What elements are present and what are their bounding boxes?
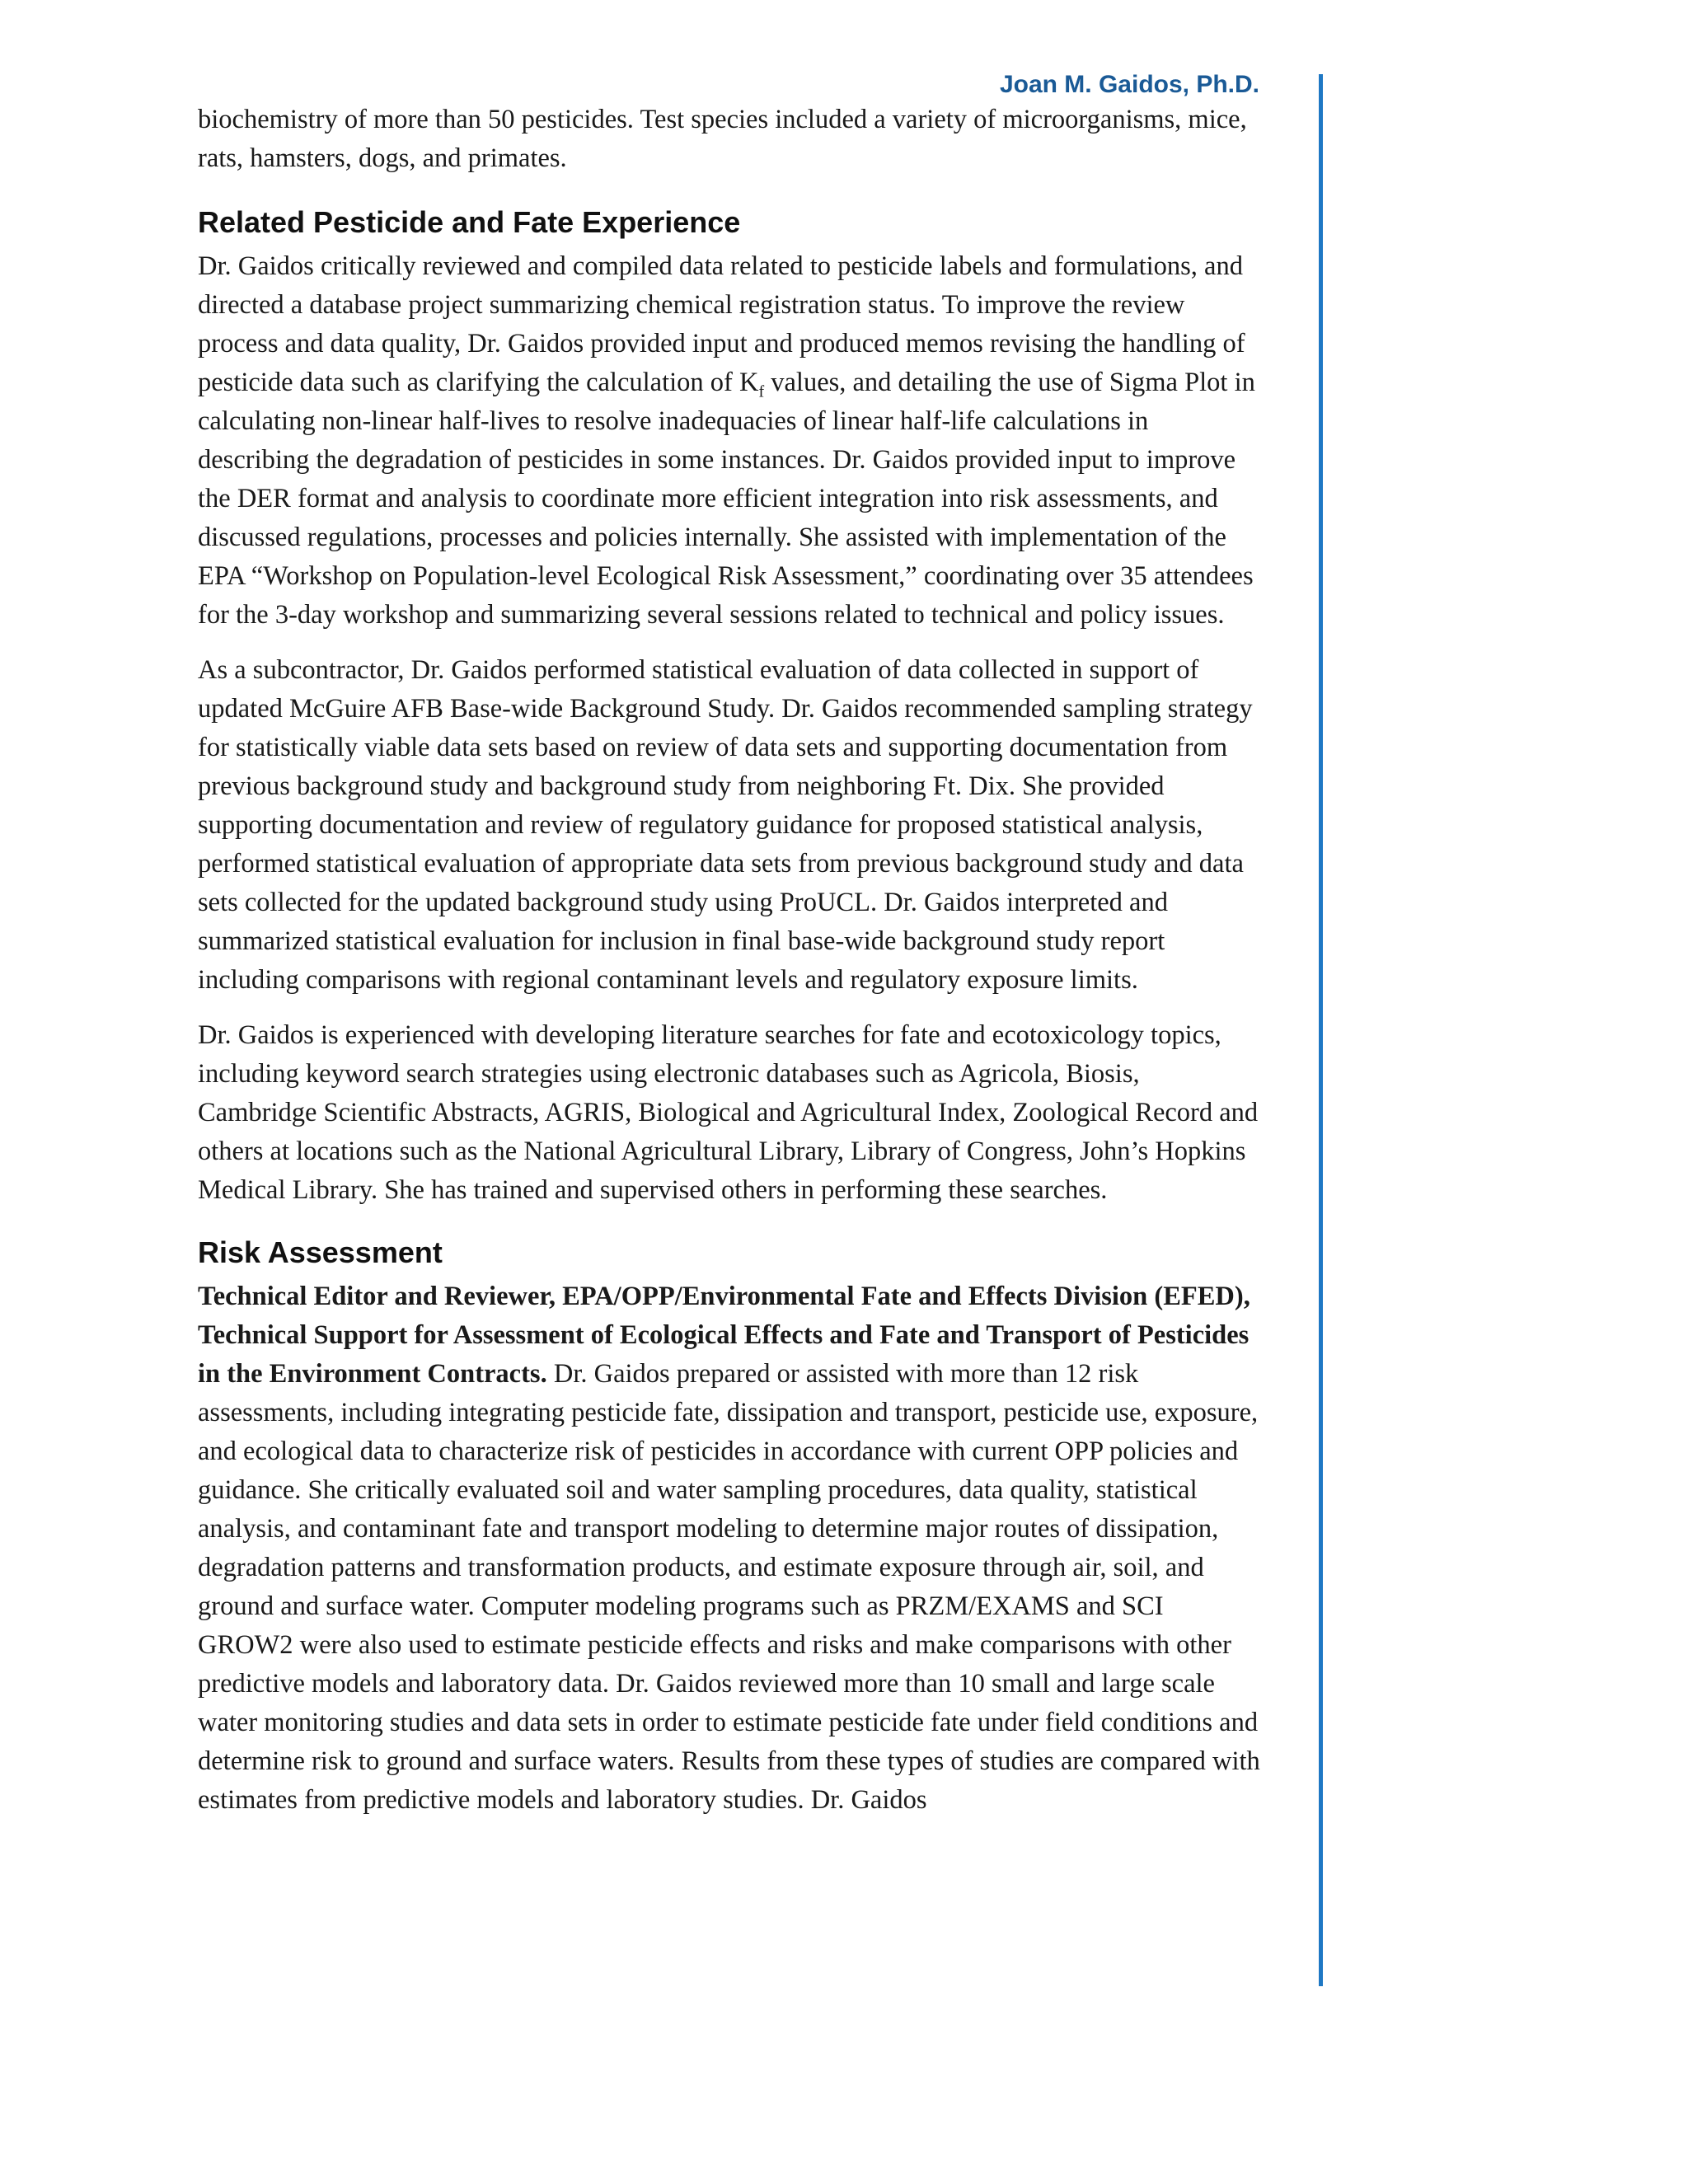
- header-author-name: Joan M. Gaidos, Ph.D.: [999, 71, 1259, 98]
- margin-rule: [1319, 74, 1323, 1986]
- intro-continuation-paragraph: biochemistry of more than 50 pesticides. Test species included a variety of microorganisms, mice, rats, hamsters, dogs, and primates.: [198, 105, 1247, 173]
- pesticide-fate-paragraph-1: [198, 247, 1261, 635]
- risk-assessment-paragraph-1: [198, 1277, 1261, 1820]
- pesticide-fate-paragraph-3: Dr. Gaidos is experienced with developing literature searches for fate and ecotoxicology topics, including keyword search strategies using electronic databases such as Agricola, Biosis, Cambridge Scientific Abstracts, AGRIS, Biological and Agricultural Index, Zoological Record and others at locations such as the National Agricultural Library, Library of Congress, John’s Hopkins Medical Library. She has trained and supervised others in performing these searches.: [198, 1020, 1259, 1205]
- paragraph-text: Dr. Gaidos critically reviewed and compiled data related to pesticide labels and formulations, and directed a database project summarizing chemical registration status. To improve the review process and data quality, Dr. Gaidos provided input and produced memos revising the handling of pesticide data such as clarifying the calculation of K: [198, 251, 1245, 397]
- pesticide-fate-paragraph-2: As a subcontractor, Dr. Gaidos performed statistical evaluation of data collected in support of updated McGuire AFB Base-wide Background Study. Dr. Gaidos recommended sampling strategy for statistically viable data sets based on review of data sets and supporting documentation from previous background study and background study from neighboring Ft. Dix. She provided supporting documentation and review of regulatory guidance for proposed statistical analysis, performed statistical evaluation of appropriate data sets from previous background study and data sets collected for the updated background study using ProUCL. Dr. Gaidos interpreted and summarized statistical evaluation for inclusion in final base-wide background study report including comparisons with regional contaminant levels and regulatory exposure limits.: [198, 655, 1253, 995]
- role-title: Technical Editor and Reviewer, EPA/OPP/Environmental Fate and Effects Division (EFED), Technical Support for Assessment of Ecological Effects and Fate and Transport of Pesticides in the Environment Contracts.: [198, 1282, 1250, 1389]
- paragraph-text: Dr. Gaidos prepared or assisted with more than 12 risk assessments, including integrating pesticide fate, dissipation and transport, pesticide use, exposure, and ecological data to characterize risk of pesticides in accordance with current OPP policies and guidance. She critically evaluated soil and water sampling procedures, data quality, statistical analysis, and contaminant fate and transport modeling to determine major routes of dissipation, degradation patterns and transformation products, and estimate exposure through air, soil, and ground and surface water. Computer modeling programs such as PRZM/EXAMS and SCI GROW2 were also used to estimate pesticide effects and risks and make comparisons with other predictive models and laboratory data. Dr. Gaidos reviewed more than 10 small and large scale water monitoring studies and data sets in order to estimate pesticide fate under field conditions and determine risk to ground and surface waters. Results from these types of studies are compared with estimates from predictive models and laboratory studies. Dr. Gaidos: [198, 1359, 1260, 1815]
- paragraph-text: values, and detailing the use of Sigma Plot in calculating non-linear half-lives to resolve inadequacies of linear half-life calculations in describing the degradation of pesticides in some instances. Dr. Gaidos provided input to improve the DER format and analysis to coordinate more efficient integration into risk assessments, and discussed regulations, processes and policies internally. She assisted with implementation of the EPA “Workshop on Population-level Ecological Risk Assessment,” coordinating over 35 attendees for the 3-day workshop and summarizing several sessions related to technical and policy issues.: [198, 368, 1255, 630]
- section-heading-pesticide-fate: Related Pesticide and Fate Experience: [198, 205, 741, 239]
- subscript-f: f: [758, 382, 765, 401]
- document-body: [198, 101, 1261, 1836]
- section-heading-risk-assessment: Risk Assessment: [198, 1235, 443, 1269]
